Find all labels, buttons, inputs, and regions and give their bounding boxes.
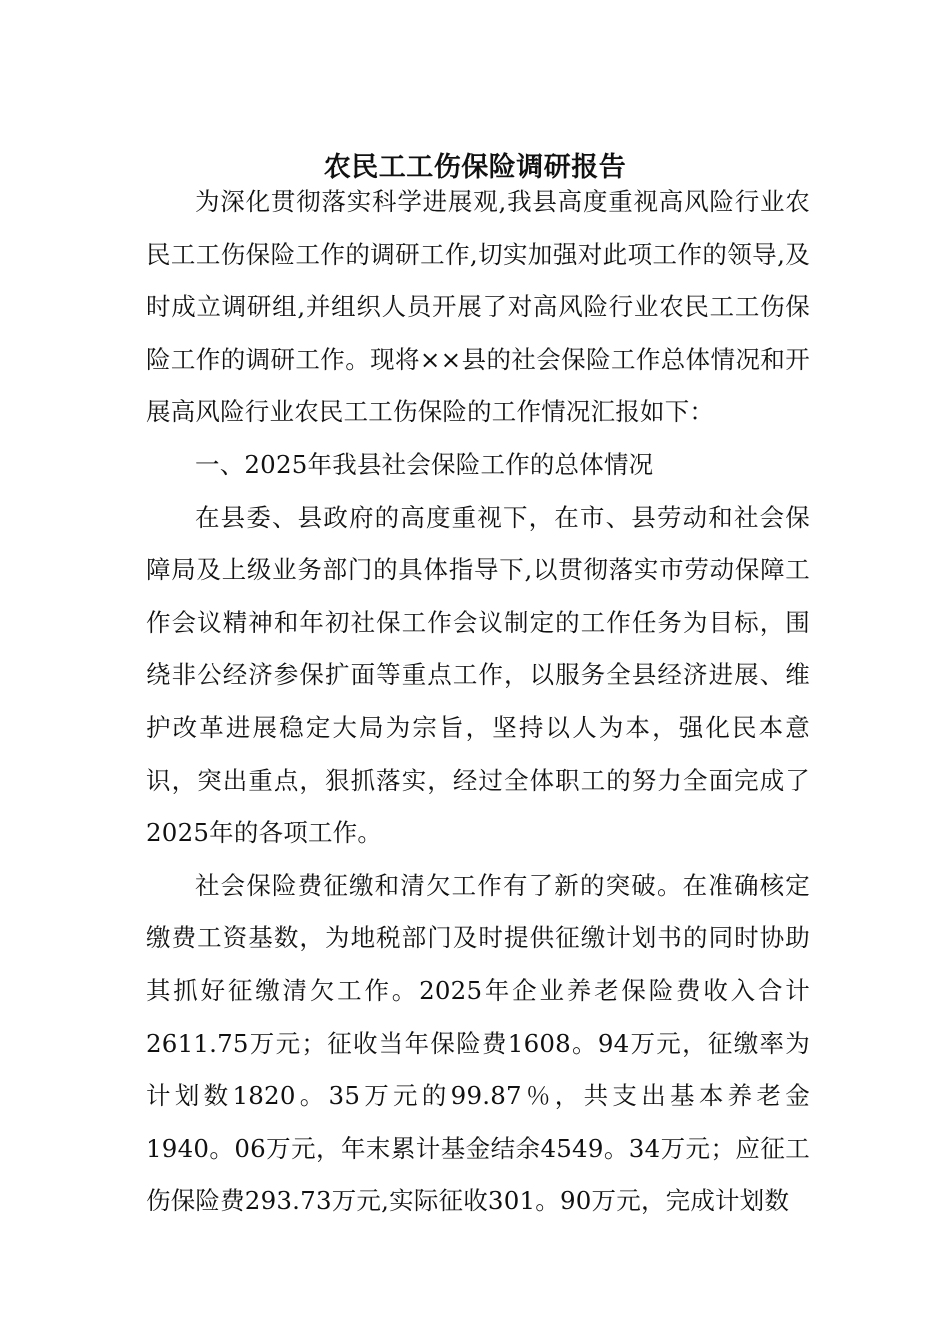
paragraph-intro: 为深化贯彻落实科学进展观,我县高度重视高风险行业农民工工伤保险工作的调研工作,切实加强对此项工作的领导,及时成立调研组,并组织人员开展了对高风险行业农民工工伤保险工作的调研工作。现将××县的社会保险工作总体情况和开展高风险行业农民工工伤保险的工作情况汇报如下： [146,187,810,427]
document-body [146,176,810,1228]
page-title: 农民工工伤保险调研报告 [323,152,627,184]
paragraph-collection: 社会保险费征缴和清欠工作有了新的突破。在准确核定缴费工资基数，为地税部门及时提供征缴计划书的同时协助其抓好征缴清欠工作。2025年企业养老保险费收入合计2611.75万元；征收当年保险费1608。94万元，征缴率为计划数1820。35万元的99.87％，共支出基本养老金1940。06万元，年末累计基金结余4549。34万元；应征工伤保险费293.73万元,实际征收301。90万元，完成计划数 [146,870,810,1216]
section-heading: 一、2025年我县社会保险工作的总体情况 [195,449,654,479]
paragraph-overview: 在县委、县政府的高度重视下，在市、县劳动和社会保障局及上级业务部门的具体指导下,以贯彻落实市劳动保障工作会议精神和年初社保工作会议制定的工作任务为目标，围绕非公经济参保扩面等重点工作，以服务全县经济进展、维护改革进展稳定大局为宗旨，坚持以人为本，强化民本意识，突出重点，狠抓落实，经过全体职工的努力全面完成了2025年的各项工作。 [146,502,810,848]
